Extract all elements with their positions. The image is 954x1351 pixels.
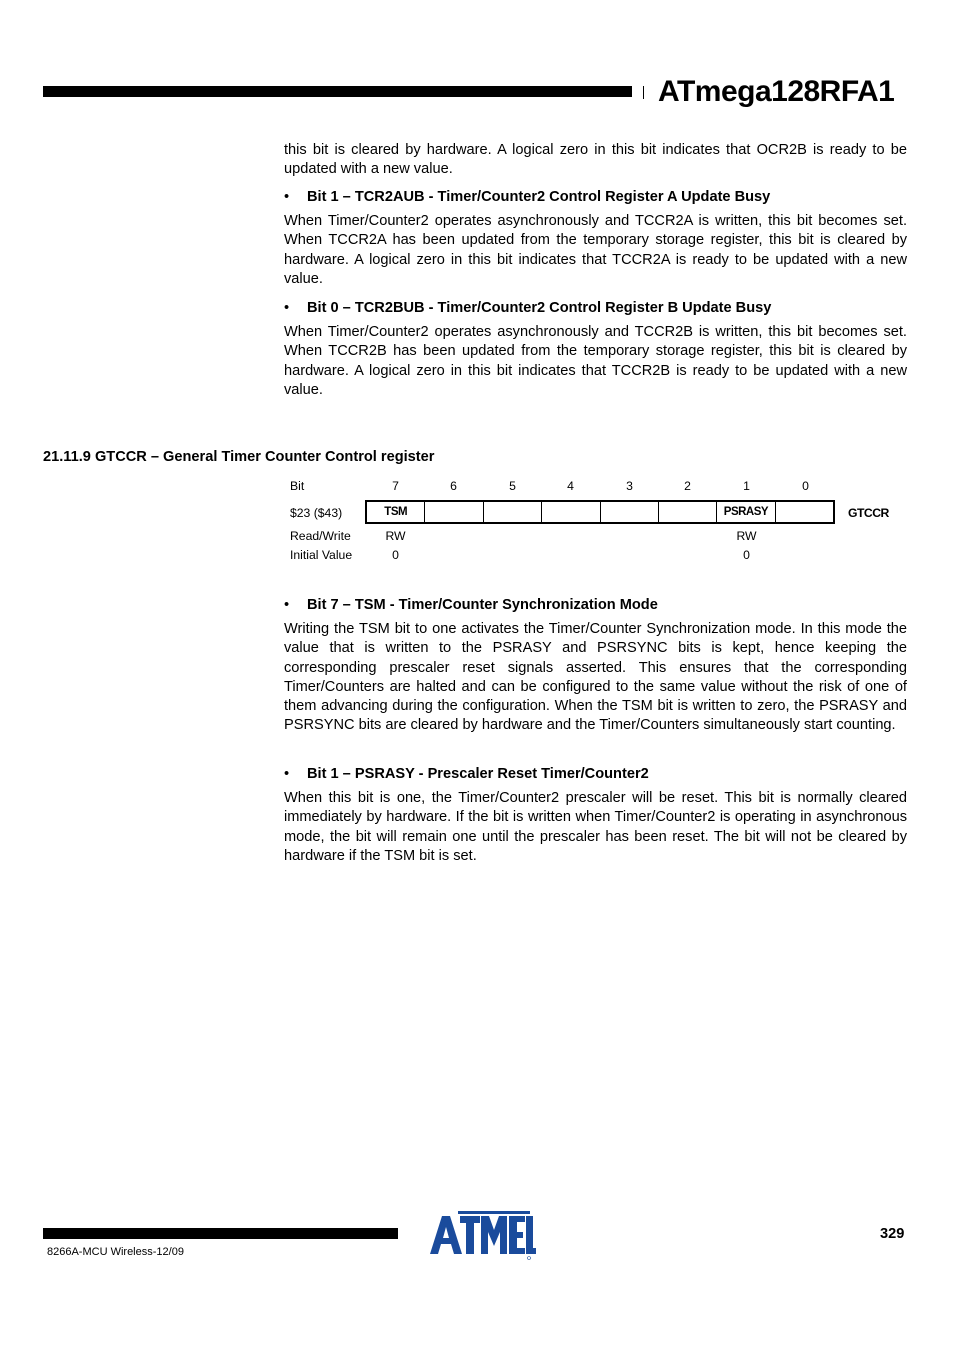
register-bit-cell bbox=[776, 502, 833, 522]
bullet-body-tsm bbox=[284, 620, 907, 736]
bullet-paragraph: When Timer/Counter2 operates asynchronously and TCCR2A is written, this bit becomes set. When TCCR2A has been updated from the temporary storage register, this bit is cleared by hardware. A logical zero in this bit indicates that TCCR2A is ready to be updated with a new value. bbox=[284, 213, 907, 287]
document-code: 8266A-MCU Wireless-12/09 bbox=[47, 1246, 184, 1258]
bullet-heading-tsm bbox=[284, 596, 907, 615]
bullet-paragraph: Writing the TSM bit to one activates the Timer/Counter Synchronization mode. In this mode the value that is written to the PSRASY and PSRSYNC bits is kept, hence keeping the corresponding prescaler reset signals asserted. This ensures that the corresponding Timer/Counters are halted and can be configured to the same value without the risk of one of them advancing during the configuration. When the TSM bit is written to zero, the PSRASY and PSRSYNC bits are cleared by hardware and the Timer/Counters simultaneously start counting. bbox=[284, 621, 907, 734]
header-rule bbox=[43, 86, 632, 97]
bit-row-label: Bit bbox=[290, 479, 305, 493]
bullet-heading-text: Bit 1 – TCR2AUB - Timer/Counter2 Control Register A Update Busy bbox=[307, 189, 771, 205]
bit-access: RW bbox=[385, 529, 406, 543]
bit-number: 4 bbox=[567, 479, 574, 493]
initial-value-label: Initial Value bbox=[290, 548, 353, 562]
read-write-label: Read/Write bbox=[290, 529, 351, 543]
header-divider bbox=[643, 86, 644, 99]
register-bit-cell: TSM bbox=[367, 502, 425, 522]
bullet-icon: • bbox=[284, 766, 290, 782]
intro-paragraph: this bit is cleared by hardware. A logical zero in this bit indicates that OCR2B is ready to be updated with a new value. bbox=[284, 142, 907, 178]
atmel-logo-icon bbox=[428, 1208, 536, 1260]
bullet-heading-psrasy bbox=[284, 765, 907, 784]
bullet-body-psrasy bbox=[284, 789, 907, 866]
bit-number: 5 bbox=[509, 479, 516, 493]
intro-paragraph-block bbox=[284, 141, 907, 180]
bullet-heading-text: Bit 1 – PSRASY - Prescaler Reset Timer/Counter2 bbox=[307, 766, 649, 782]
register-address: $23 ($43) bbox=[290, 506, 343, 520]
footer-rule bbox=[43, 1228, 398, 1239]
bullet-heading-tcr2aub bbox=[284, 188, 907, 207]
bullet-body-tcr2bub bbox=[284, 323, 907, 400]
bit-number: 1 bbox=[743, 479, 750, 493]
bullet-body-tcr2aub bbox=[284, 212, 907, 289]
register-bit-cell bbox=[659, 502, 717, 522]
bit-initial-value: 0 bbox=[392, 548, 399, 562]
register-bit-cell: PSRASY bbox=[717, 502, 775, 522]
bit-number: 7 bbox=[392, 479, 399, 493]
bit-number: 0 bbox=[802, 479, 809, 493]
bit-number: 6 bbox=[450, 479, 457, 493]
section-heading: 21.11.9 GTCCR – General Timer Counter Control register bbox=[43, 449, 435, 465]
register-bit-table bbox=[365, 500, 835, 524]
register-bit-cell bbox=[542, 502, 600, 522]
register-bit-cell bbox=[484, 502, 542, 522]
register-name: GTCCR bbox=[848, 506, 889, 520]
bit-access: RW bbox=[736, 529, 757, 543]
bullet-paragraph: When this bit is one, the Timer/Counter2 prescaler will be reset. This bit is normally cleared immediately by hardware. If the bit is written when Timer/Counter2 is operating in asynchronous mode, the bit will remain one until the prescaler has been reset. The bit will not be cleared by hardware if the TSM bit is set. bbox=[284, 790, 907, 864]
bit-initial-value: 0 bbox=[743, 548, 750, 562]
bullet-paragraph: When Timer/Counter2 operates asynchronously and TCCR2B is written, this bit becomes set. When TCCR2B has been updated from the temporary storage register, this bit is cleared by hardware. A logical zero in this bit indicates that TCCR2B is ready to be updated with a new value. bbox=[284, 324, 907, 398]
register-bit-cell bbox=[601, 502, 659, 522]
bullet-icon: • bbox=[284, 597, 290, 613]
document-title: ATmega128RFA1 bbox=[658, 75, 895, 108]
bit-number: 3 bbox=[626, 479, 633, 493]
bullet-heading-text: Bit 7 – TSM - Timer/Counter Synchronization Mode bbox=[307, 597, 658, 613]
register-bit-cell bbox=[425, 502, 483, 522]
bullet-icon: • bbox=[284, 300, 290, 316]
bit-number: 2 bbox=[684, 479, 691, 493]
page-number: 329 bbox=[880, 1226, 905, 1242]
bullet-heading-text: Bit 0 – TCR2BUB - Timer/Counter2 Control Register B Update Busy bbox=[307, 300, 772, 316]
bullet-icon: • bbox=[284, 189, 290, 205]
bullet-heading-tcr2bub bbox=[284, 299, 907, 318]
